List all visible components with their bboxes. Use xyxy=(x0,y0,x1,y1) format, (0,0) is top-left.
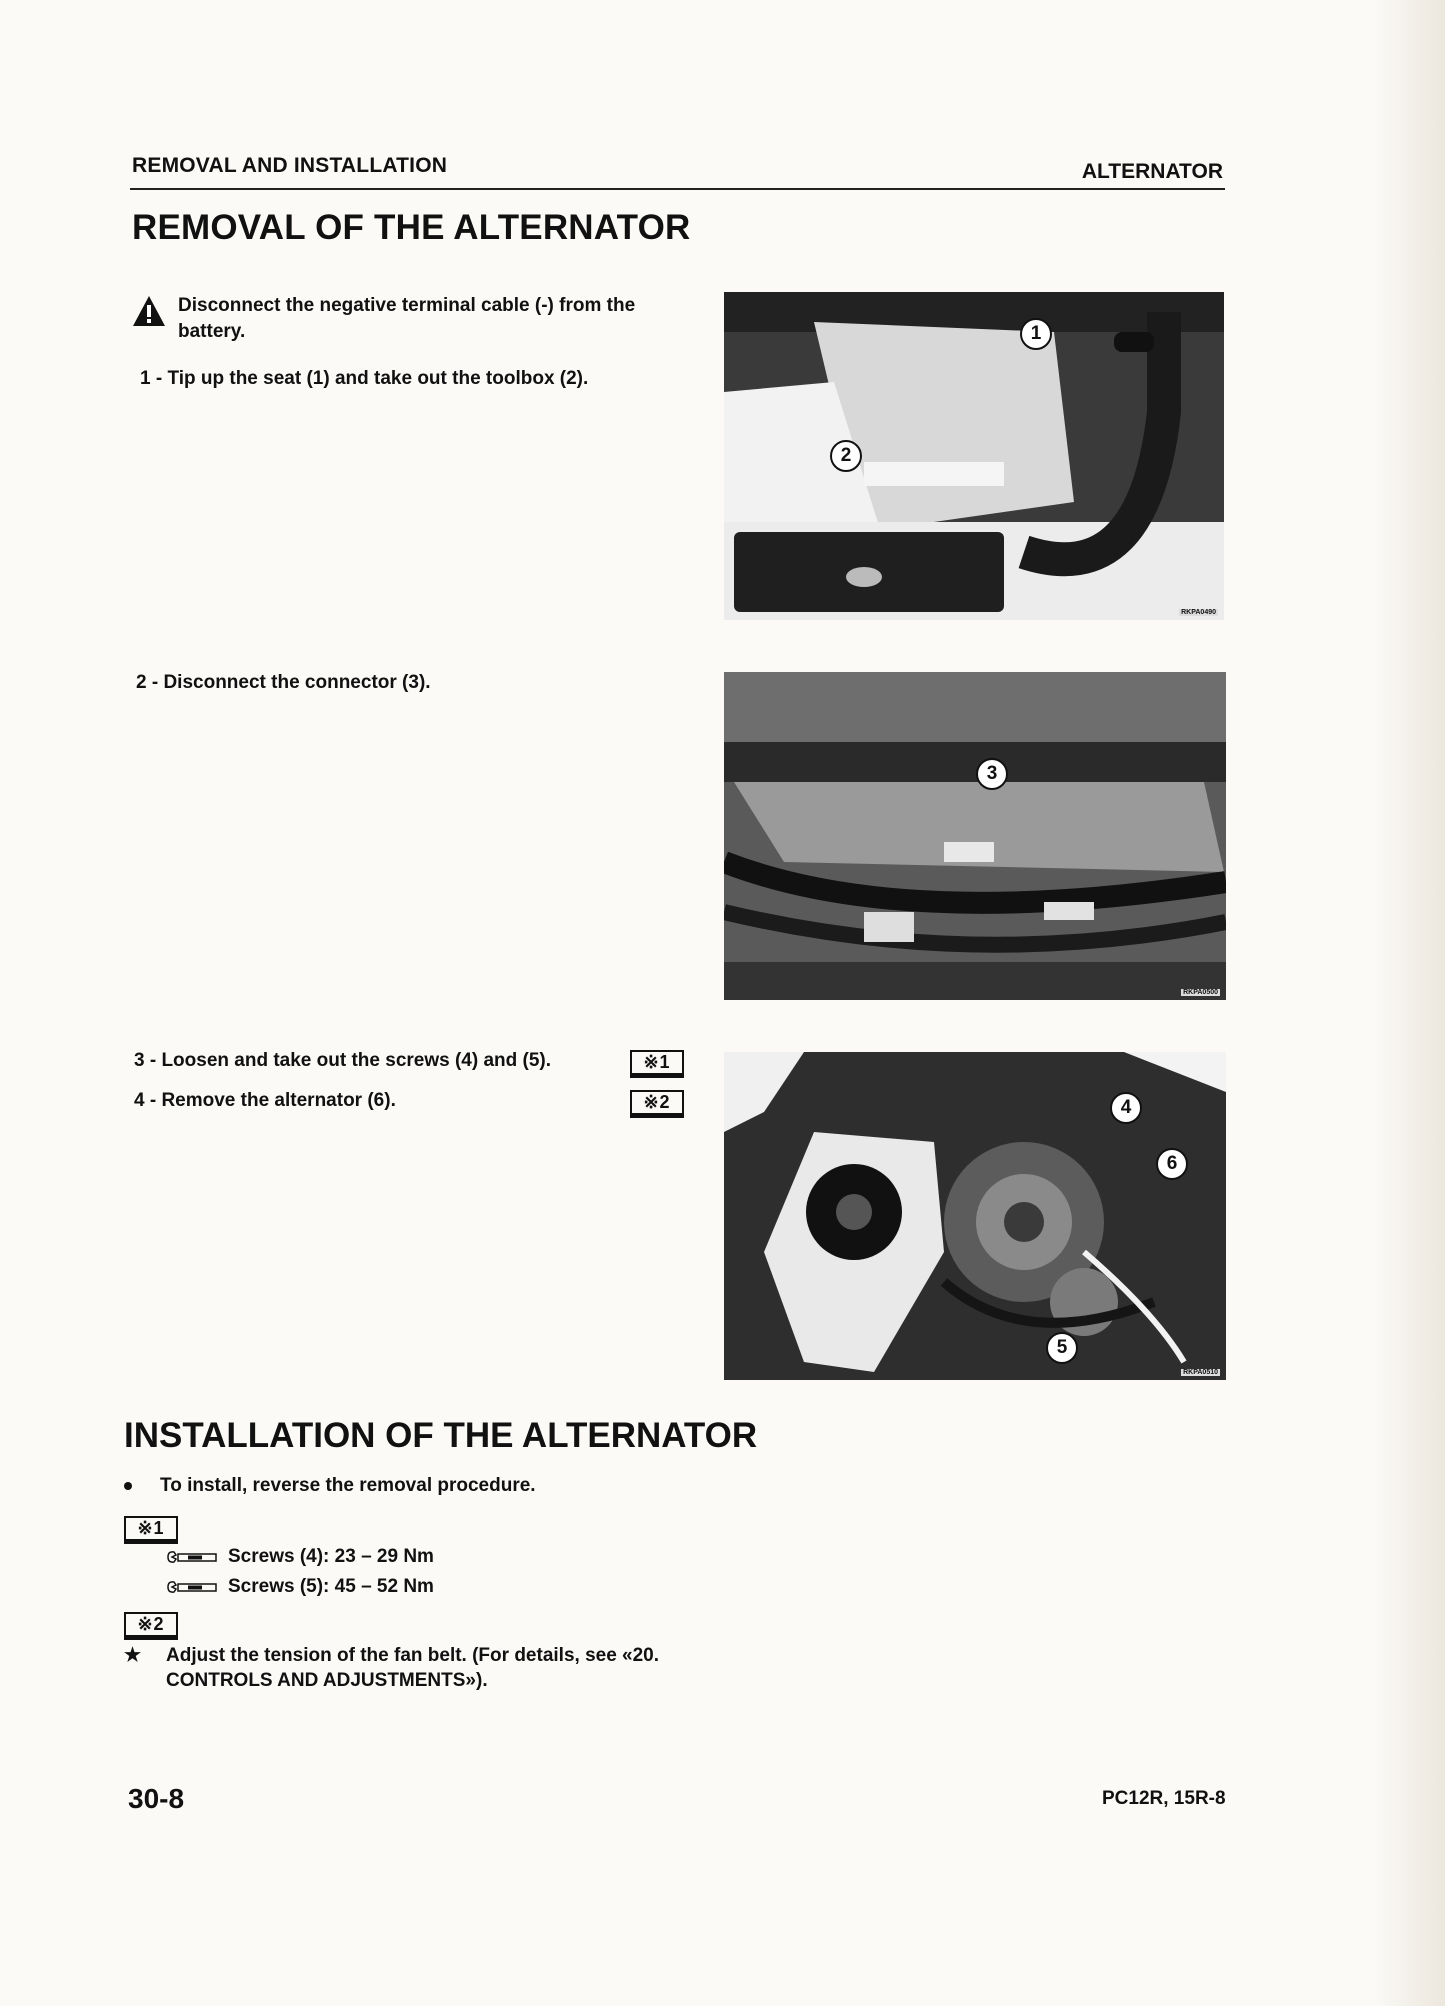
page-number: 30-8 xyxy=(128,1783,185,1814)
torque-line-2 xyxy=(166,1576,434,1598)
step-2: 2 - Disconnect the connector (3). xyxy=(136,672,431,693)
photo-seat-toolbox xyxy=(724,292,1224,620)
install-bullet-text: To install, reverse the removal procedure. xyxy=(160,1475,536,1496)
install-note-text: Adjust the tension of the fan belt. (For details, see «20. CONTROLS AND ADJUSTMENTS»). xyxy=(166,1645,660,1691)
step-1: 1 - Tip up the seat (1) and take out the toolbox (2). xyxy=(140,368,589,389)
bullet-icon xyxy=(124,1482,132,1490)
torque-wrench-icon xyxy=(166,1550,218,1564)
photo-code-3: RKPA0510 xyxy=(1183,1369,1218,1376)
callout-3: 3 xyxy=(976,758,1008,790)
warning-text: Disconnect the negative terminal cable (-) from the battery. xyxy=(178,295,636,342)
step-ref-1: ※1 xyxy=(630,1050,684,1078)
photo-code-1: RKPA0490 xyxy=(1181,609,1216,616)
torque-wrench-icon xyxy=(166,1580,218,1594)
torque-line-2-text: Screws (5): 45 – 52 Nm xyxy=(228,1576,434,1597)
removal-title: REMOVAL OF THE ALTERNATOR xyxy=(132,208,691,247)
callout-5: 5 xyxy=(1046,1332,1078,1364)
step-ref-2: ※2 xyxy=(630,1090,684,1118)
running-header xyxy=(130,152,1225,190)
installation-title: INSTALLATION OF THE ALTERNATOR xyxy=(124,1416,758,1455)
warning-icon xyxy=(132,295,166,327)
photo-seat-toolbox-image xyxy=(724,292,1224,620)
callout-4: 4 xyxy=(1110,1092,1142,1124)
model-name: PC12R, 15R-8 xyxy=(1102,1788,1226,1809)
photo-alternator-image xyxy=(724,1052,1226,1380)
install-ref-1: ※1 xyxy=(124,1516,178,1544)
photo-code-2: RKPA0500 xyxy=(1183,989,1218,996)
photo-alternator xyxy=(724,1052,1226,1380)
install-bullet xyxy=(124,1475,536,1497)
callout-6: 6 xyxy=(1156,1148,1188,1180)
callout-1: 1 xyxy=(1020,318,1052,350)
step-4: 4 - Remove the alternator (6). xyxy=(134,1090,396,1111)
header-section: REMOVAL AND INSTALLATION xyxy=(132,154,448,177)
photo-connector-image xyxy=(724,672,1226,1000)
install-ref-2: ※2 xyxy=(124,1612,178,1640)
torque-line-1-text: Screws (4): 23 – 29 Nm xyxy=(228,1546,434,1567)
photo-connector xyxy=(724,672,1226,1000)
header-topic: ALTERNATOR xyxy=(1081,160,1223,183)
callout-2: 2 xyxy=(830,440,862,472)
star-icon: ★ xyxy=(124,1645,142,1666)
step-3: 3 - Loosen and take out the screws (4) and (5). xyxy=(134,1050,552,1071)
torque-line-1 xyxy=(166,1546,434,1568)
